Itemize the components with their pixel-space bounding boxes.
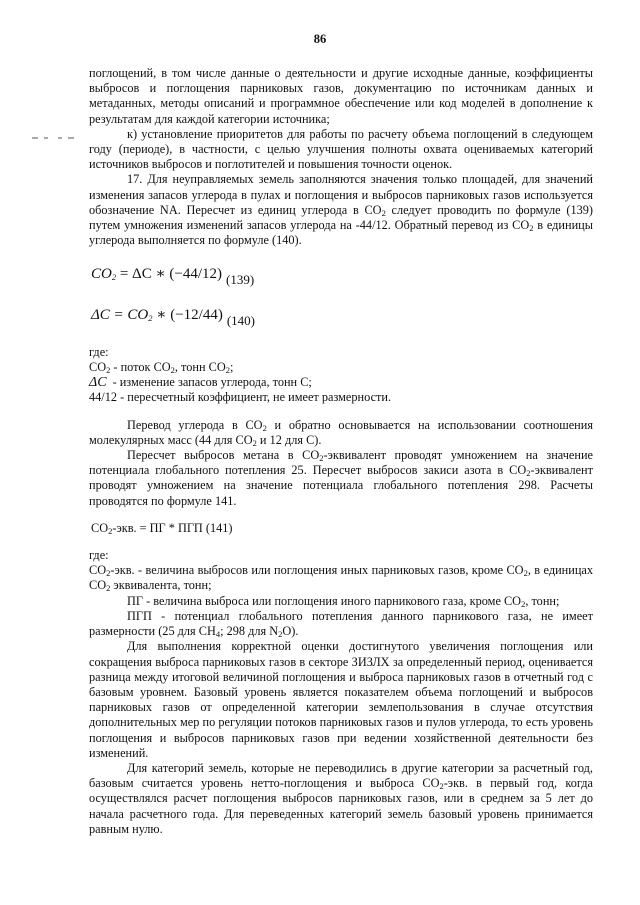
where-label: где: bbox=[89, 344, 109, 359]
where-label-2: где: bbox=[89, 548, 109, 563]
formula-139: $CO_2 = \Delta C$ ∗ (−44/12) (139) bbox=[91, 266, 255, 288]
where-co2eq-definition: $CO_2$-экв. - величина выбросов или поглощения иных парниковых газов, кроме $CO_2$, в единицах $CO_2$ эквивалента, тонн; bbox=[89, 563, 594, 594]
paragraph-continuation: поглощений, в том числе данные о деятельности и другие исходные данные, коэффициенты выбросов и поглощения парниковых газов, документацию по источникам данных и метаданных, методы описаний и программное обеспечение или код моделей в дополнение к результатам для каждой категории источника; bbox=[89, 66, 593, 126]
where-co2-definition: $CO_2$ - поток $CO_2$, тонн $CO_2$; bbox=[89, 360, 234, 376]
paragraph-baseline: Для выполнения корректной оценки достигнутого увеличения поглощения или сокращения выброса парниковых газов в секторе ЗИЗЛХ за определенный период, оценивается разница между итоговой величиной поглощения и выброса парниковых газов в отчетный год с базовым уровнем. Базовый уровень является показателем объема поглощений и выбросов парниковых газов от определенной категории землепользования в случае отсутствия дополнительных мер по регуляции потоков парниковых газов и пулов углерода, то есть уровень поглощения и выбросов парниковых газов при ведении хозяйственной деятельности без изменений. bbox=[89, 639, 593, 760]
where-ratio-definition: 44/12 - пересчетный коэффициент, не имеет размерности. bbox=[89, 390, 392, 405]
formula-141: $CO_2$-экв. = ПГ * ПГП (141) bbox=[91, 520, 233, 536]
where-pgp-definition: ПГП - потенциал глобального потепления данного парникового газа, не имеет размерности (25 для $CH_4$; 298 для $N_2O$). bbox=[89, 608, 593, 640]
margin-mark bbox=[32, 134, 76, 142]
formula-140: $\Delta C = CO_2$ ∗ (−12/44) (140) bbox=[91, 306, 256, 328]
page-body bbox=[89, 66, 593, 837]
page-number: 86 bbox=[313, 32, 327, 46]
paragraph-methane-conversion: Пересчет выбросов метана в $CO_2$-эквивалент проводят умножением на значение потенциала глобального потепления 25. Пересчет выбросов закиси азота в $CO_2$-эквивалент проводят умножением на значение потенциала глобального потепления 298. Расчеты проводятся по формуле 141. bbox=[89, 448, 594, 508]
where-delta-definition: ΔC - изменение запасов углерода, тонн C; bbox=[89, 375, 312, 391]
where-pg-definition: ПГ - величина выброса или поглощения иного парникового газа, кроме $CO_2$, тонн; bbox=[127, 593, 560, 609]
paragraph-item-k: к) установление приоритетов для работы по расчету объема поглощений в следующем году (периоде), в частности, с целью улучшения полноты охвата оцениваемых категорий источников выбросов и поглотителей и повышения точности оценок. bbox=[89, 126, 593, 172]
paragraph-17: 17. Для неуправляемых земель заполняются значения только площадей, для значений изменения запасов углерода в пулах и поглощения и выбросов парниковых газов используется обозначение NA. Пересчет из единиц углерода в $CO_2$ следует проводить по формуле (139) путем умножения изменений запасов углерода на -44/12. Обратный перевод из $CO_2$ в единицы углерода выполняется по формуле (140). bbox=[89, 172, 593, 248]
paragraph-carbon-conversion: Перевод углерода в $CO_2$ и обратно основывается на использовании соотношения молекулярных масс (44 для $CO_2$ и 12 для C). bbox=[89, 417, 593, 448]
paragraph-baseline-categories: Для категорий земель, которые не переводились в другие категории за расчетный год, базовым считается уровень нетто-поглощения и выброса $CO_2$-экв. в первый год, когда осуществлялся расчет поглощения выбросов парниковых газов, или в среднем за 5 лет до начала расчетного года. Для переведенных категорий земель базовый уровень принимается равным нулю. bbox=[89, 760, 593, 836]
